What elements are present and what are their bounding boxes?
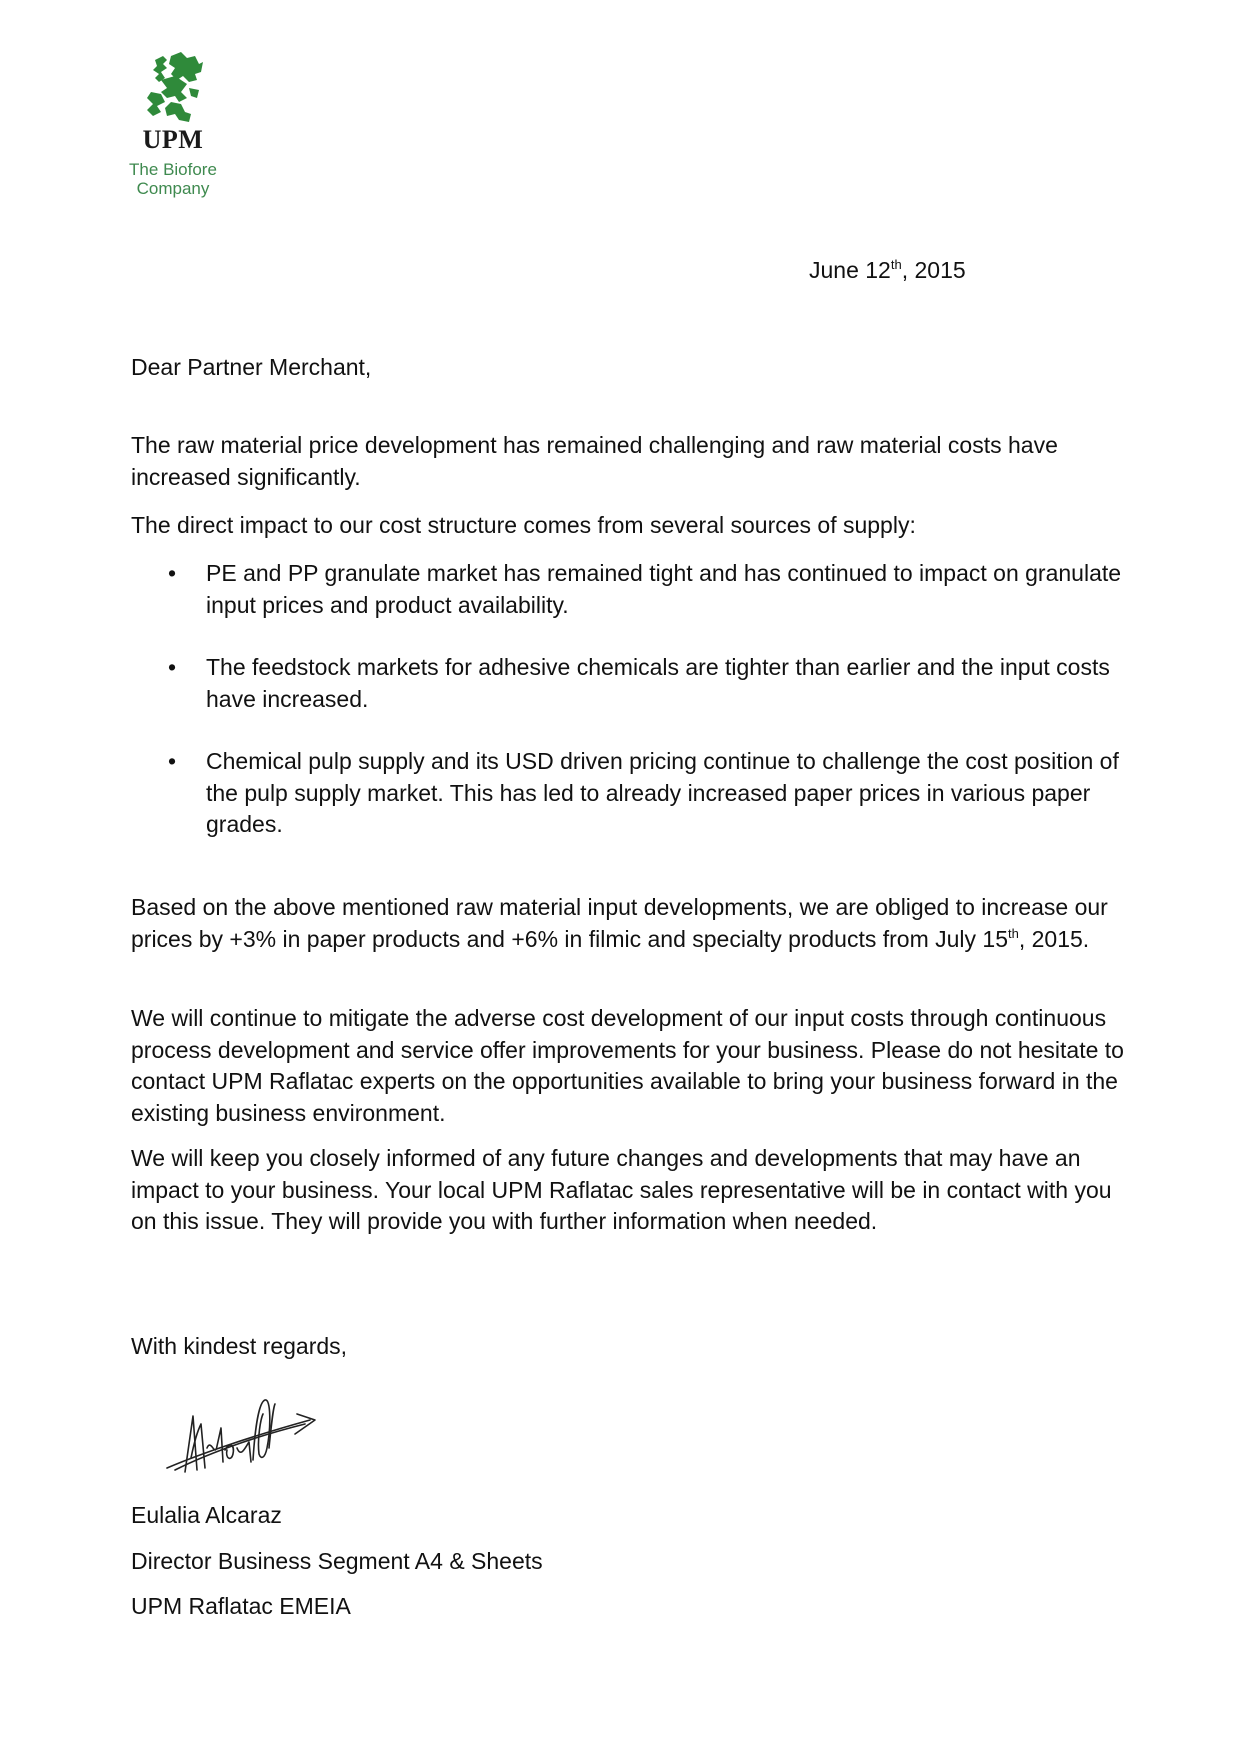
tagline-line-2: Company [136,179,210,198]
supply-sources-list [131,558,1141,872]
signer-title: Director Business Segment A4 & Sheets [131,1548,543,1574]
bullet-icon: • [168,748,177,774]
bullet-icon: • [168,654,177,680]
list-item-text: The feedstock markets for adhesive chemicals are tighter than earlier and the input costs have increased. [206,654,1110,712]
paragraph-price-increase [131,892,1141,955]
closing: With kindest regards, [131,1333,348,1359]
list-item-text: PE and PP granulate market has remained tight and has continued to impact on granulate input prices and product availability. [206,560,1122,618]
company-logo [118,52,228,198]
logo-tagline [118,160,228,198]
logo-wordmark: UPM [142,125,204,154]
bullet-icon: • [168,560,177,586]
list-item-text: Chemical pulp supply and its USD driven pricing continue to challenge the cost position of the pulp supply market. This has led to already increased paper prices in various paper grades. [206,748,1119,837]
griffin-icon [141,52,205,124]
list-item [131,746,1141,841]
list-item [131,652,1141,715]
price-increase-year: , 2015. [1018,925,1090,952]
date-day: June 12 [809,257,891,283]
handwritten-signature-icon [155,1388,325,1488]
paragraph-intro: The raw material price development has remained challenging and raw material costs have increased significantly. [131,432,1058,490]
paragraph-sources: The direct impact to our cost structure comes from several sources of supply: [131,512,916,538]
signer-organization: UPM Raflatac EMEIA [131,1593,351,1619]
greeting: Dear Partner Merchant, [131,354,372,380]
ordinal-suffix: th [1008,925,1019,941]
price-increase-text: Based on the above mentioned raw material input developments, we are obliged to increase our prices by +3% in paper products and +6% in filmic and specialty products from July 15 [131,894,1108,952]
tagline-line-1: The Biofore [129,160,217,179]
date-year: , 2015 [901,257,966,283]
paragraph-contact: We will keep you closely informed of any future changes and developments that may have an impact to your business. Your local UPM Raflatac sales representative will be in contact with you on this issue. They will provide you with further information when needed. [131,1145,1112,1234]
signer-name: Eulalia Alcaraz [131,1502,282,1528]
letter-date [809,256,966,284]
list-item [131,558,1141,621]
paragraph-mitigation: We will continue to mitigate the adverse cost development of our input costs through continuous process development and service offer improvements for your business. Please do not hesitate to contact UPM Raflatac experts on the opportunities available to bring your business forward in the existing business environment. [131,1005,1124,1126]
date-ordinal: th [890,257,902,272]
